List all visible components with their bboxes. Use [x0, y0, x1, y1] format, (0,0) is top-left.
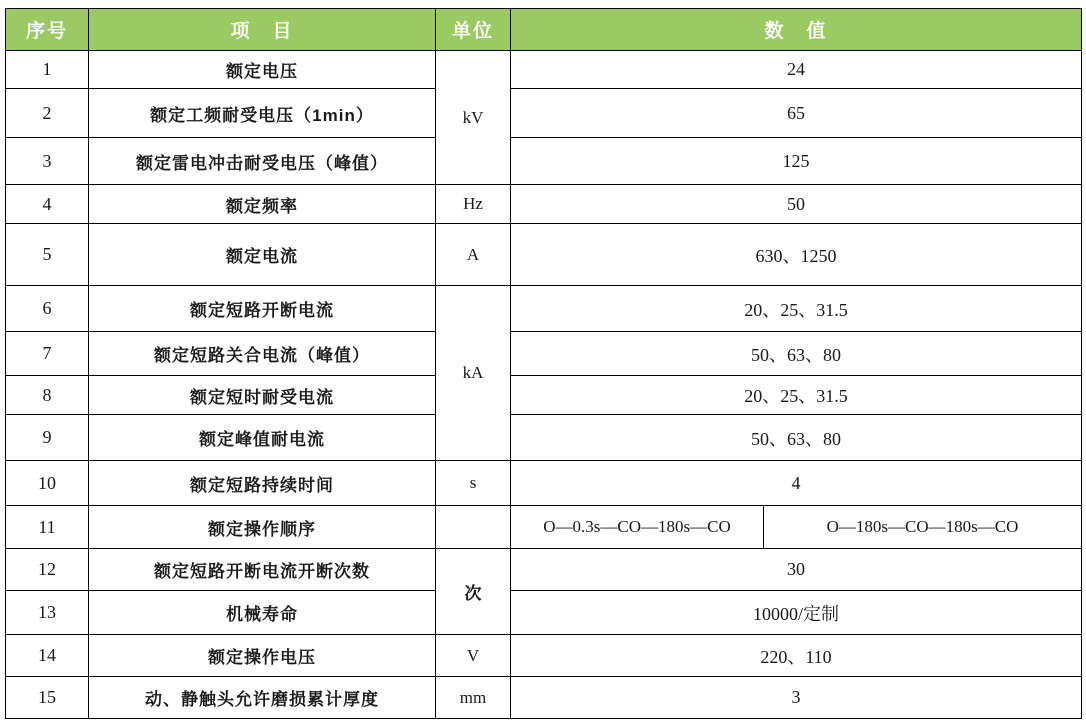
row-number: 7: [6, 332, 89, 376]
table-row: [6, 185, 1082, 224]
row-number: 6: [6, 286, 89, 332]
unit-cell: kV: [436, 51, 511, 185]
row-number: 1: [6, 51, 89, 89]
table-row: [6, 549, 1082, 591]
unit-cell: Hz: [436, 185, 511, 224]
item-cell: 额定雷电冲击耐受电压（峰值）: [89, 138, 436, 185]
item-cell: 额定峰值耐电流: [89, 415, 436, 461]
table-row: [6, 415, 1082, 461]
table-row: [6, 461, 1082, 506]
value-cell: 20、25、31.5: [511, 286, 1082, 332]
table-row: [6, 286, 1082, 332]
value-cell: 50、63、80: [511, 415, 1082, 461]
value-cell: 24: [511, 51, 1082, 89]
item-cell: 额定操作顺序: [89, 506, 436, 549]
item-cell: 额定电流: [89, 224, 436, 286]
spec-table: [5, 8, 1082, 719]
row-number: 15: [6, 677, 89, 719]
table-row: [6, 51, 1082, 89]
value-cell: 125: [511, 138, 1082, 185]
table-row: [6, 332, 1082, 376]
header-unit: 单位: [436, 9, 511, 51]
table-row: [6, 635, 1082, 677]
header-value: 数 值: [511, 9, 1082, 51]
unit-cell: kA: [436, 286, 511, 461]
item-cell: 额定短路关合电流（峰值）: [89, 332, 436, 376]
item-cell: 额定频率: [89, 185, 436, 224]
unit-cell: V: [436, 635, 511, 677]
unit-cell: 次: [436, 549, 511, 635]
unit-cell: s: [436, 461, 511, 506]
item-cell: 动、静触头允许磨损累计厚度: [89, 677, 436, 719]
value-cell: 630、1250: [511, 224, 1082, 286]
item-cell: 额定短路持续时间: [89, 461, 436, 506]
item-cell: 额定短路开断电流开断次数: [89, 549, 436, 591]
table-row: [6, 677, 1082, 719]
row-number: 13: [6, 591, 89, 635]
row-number: 11: [6, 506, 89, 549]
item-cell: 额定短路开断电流: [89, 286, 436, 332]
row-number: 3: [6, 138, 89, 185]
row-number: 8: [6, 376, 89, 415]
row-number: 2: [6, 89, 89, 138]
value-cell: 50: [511, 185, 1082, 224]
unit-cell: [436, 506, 511, 549]
value-cell-left: O—0.3s—CO—180s—CO: [511, 506, 764, 549]
value-cell: 65: [511, 89, 1082, 138]
item-cell: 额定短时耐受电流: [89, 376, 436, 415]
unit-cell: A: [436, 224, 511, 286]
row-number: 5: [6, 224, 89, 286]
value-cell: 3: [511, 677, 1082, 719]
row-number: 14: [6, 635, 89, 677]
value-cell: 50、63、80: [511, 332, 1082, 376]
unit-cell: mm: [436, 677, 511, 719]
table-row: [6, 89, 1082, 138]
value-cell: 20、25、31.5: [511, 376, 1082, 415]
item-cell: 机械寿命: [89, 591, 436, 635]
row-number: 4: [6, 185, 89, 224]
header-item: 项 目: [89, 9, 436, 51]
row-number: 10: [6, 461, 89, 506]
value-cell: 30: [511, 549, 1082, 591]
item-cell: 额定工频耐受电压（1min）: [89, 89, 436, 138]
item-cell: 额定电压: [89, 51, 436, 89]
table-row: [6, 376, 1082, 415]
table-row: [6, 506, 1082, 549]
row-number: 12: [6, 549, 89, 591]
table-row: [6, 224, 1082, 286]
item-cell: 额定操作电压: [89, 635, 436, 677]
value-cell: 10000/定制: [511, 591, 1082, 635]
header-row: [6, 9, 1082, 51]
row-number: 9: [6, 415, 89, 461]
table-row: [6, 138, 1082, 185]
header-no: 序号: [6, 9, 89, 51]
value-cell: 4: [511, 461, 1082, 506]
table-row: [6, 591, 1082, 635]
value-cell: 220、110: [511, 635, 1082, 677]
value-cell-right: O—180s—CO—180s—CO: [764, 506, 1082, 549]
